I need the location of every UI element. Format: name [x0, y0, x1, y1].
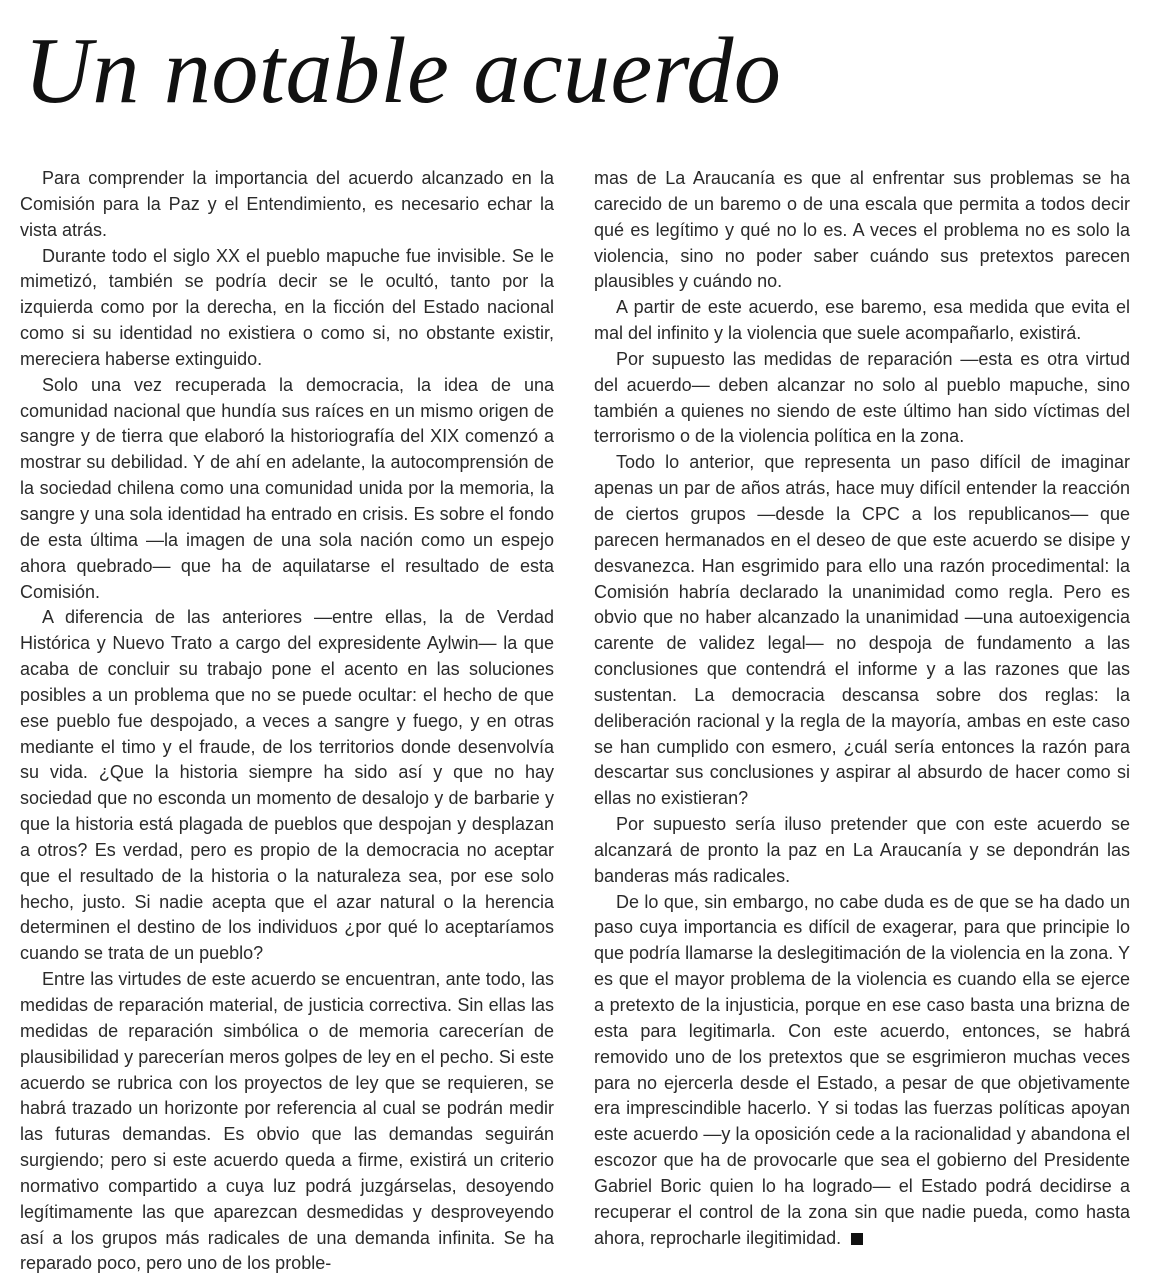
article-title: Un notable acuerdo	[24, 19, 782, 123]
paragraph: Durante todo el siglo XX el pueblo mapuche fue invisible. Se le mimetizó, también se podría decir se le ocultó, tanto por la izquierda como por la derecha, en la ficción del Estado nacional como si su identidad no existiera o como si, no obstante existir, mereciera haberse extinguido.	[20, 245, 554, 369]
paragraph: Solo una vez recuperada la democracia, la idea de una comunidad nacional que hundía sus raíces en un mismo origen de sangre y de tierra que elaboró la historiografía del XIX comenzó a mostrar su debilidad. Y de ahí en adelante, la autocomprensión de la sociedad chilena como una comunidad unida por la memoria, la sangre y una sola identidad ha entrado en crisis. Es sobre el fondo de esta última —la imagen de una sola nación como un espejo ahora quebrado— que ha de aquilatarse el resultado de esta Comisión.	[20, 374, 554, 602]
paragraph: Entre las virtudes de este acuerdo se encuentran, ante todo, las medidas de reparación material, de justicia correctiva. Sin ellas las medidas de reparación simbólica o de memoria carecerían de plausibilidad y parecerían meros golpes de ley en el pecho. Si este acuerdo se rubrica con los proyectos de ley que se requieren, se habrá trazado un horizonte por referencia al cual se podrán medir las futuras demandas. Es obvio que las demandas seguirán surgiendo; pero si este acuerdo queda a firme, existirá un criterio normativo compartido a cuya luz podrá juzgárselas, desoyendo legítimamente las que aparezcan desmedidas y desproveyendo así a los grupos más radicales de una demanda infinita. Se ha reparado poco, pero uno de los proble-	[20, 969, 554, 1274]
paragraph: Todo lo anterior, que representa un paso difícil de imaginar apenas un par de años atrás, hace muy difícil entender la reacción de ciertos grupos —desde la CPC a los republicanos— que parecen hermanados en el deseo de que este acuerdo se disipe y desvanezca. Han esgrimido para ello una razón procedimental: la Comisión habría declarado la unanimidad como regla. Pero es obvio que no haber alcanzado la unanimidad —una autoexigencia carente de validez legal— no despoja de fundamento a las conclusiones que contendrá el informe y a las razones que las sustentan. La democracia descansa sobre dos reglas: la deliberación racional y la regla de la mayoría, ambas en este caso se han cumplido con esmero, ¿cuál sería entonces la razón para descartar sus conclusiones y aspirar al absurdo de hacer como si ellas no existieran?	[594, 452, 1130, 809]
paragraph: Por supuesto las medidas de reparación —esta es otra virtud del acuerdo— deben alcanzar no solo al pueblo mapuche, sino también a quienes no siendo de este último han sido víctimas del terrorismo o de la violencia política en la zona.	[594, 348, 1130, 447]
end-of-article-square-icon	[851, 1233, 863, 1245]
paragraph: A partir de este acuerdo, ese baremo, esa medida que evita el mal del infinito y la violencia que suele acompañarlo, existirá.	[594, 297, 1130, 344]
paragraph-continued: mas de La Araucanía es que al enfrentar sus problemas se ha carecido de un baremo o de una escala que permita a todos decir qué es legítimo y qué no lo es. A veces el problema no es solo la violencia, sino no poder saber cuándo sus pretextos parecen plausibles y cuándo no.	[594, 168, 1130, 292]
article-column-left	[20, 166, 554, 1277]
paragraph: A diferencia de las anteriores —entre ellas, la de Verdad Histórica y Nuevo Trato a cargo del expresidente Aylwin— la que acaba de concluir su trabajo pone el acento en las soluciones posibles a un problema que no se puede ocultar: el hecho de que ese pueblo fue despojado, a veces a sangre y fuego, y en otras mediante el timo y el fraude, de los territorios donde desenvolvía su vida. ¿Que la historia siempre ha sido así y que no hay sociedad que no esconda un momento de desalojo y de barbarie y que la historia está plagada de pueblos que despojan y desplazan a otros? Es verdad, pero es propio de la democracia no aceptar que el resultado de la historia o la naturaleza sea, por ese solo hecho, justo. Si nadie acepta que el azar natural o la herencia determinen el destino de los individuos ¿por qué lo aceptaríamos cuando se trata de un pueblo?	[20, 607, 554, 964]
article-column-right	[594, 166, 1130, 1251]
paragraph: Para comprender la importancia del acuerdo alcanzado en la Comisión para la Paz y el Entendimiento, es necesario echar la vista atrás.	[20, 168, 554, 240]
paragraph-last	[594, 890, 1130, 1252]
paragraph: Por supuesto sería iluso pretender que con este acuerdo se alcanzará de pronto la paz en La Araucanía y se depondrán las banderas más radicales.	[594, 814, 1130, 886]
paragraph-last-text: De lo que, sin embargo, no cabe duda es de que se ha dado un paso cuya importancia es difícil de exagerar, para que principie lo que podría llamarse la deslegitimación de la violencia en la zona. Y es que el mayor problema de la violencia es cuando ella se ejerce a pretexto de la injusticia, porque en ese caso basta una brizna de esta para legitimarla. Con este acuerdo, entonces, se habrá removido uno de los pretextos que se esgrimieron muchas veces para no ejercerla desde el Estado, a pesar de que objetivamente era imprescindible hacerlo. Y si todas las fuerzas políticas apoyan este acuerdo —y la oposición cede a la racionalidad y abandona el escozor que ha de provocarle que sea el gobierno del Presidente Gabriel Boric quien lo ha logrado— el Estado podrá decidirse a recuperar el control de la zona sin que nadie pueda, como hasta ahora, reprocharle ilegitimidad.	[594, 891, 1130, 1248]
